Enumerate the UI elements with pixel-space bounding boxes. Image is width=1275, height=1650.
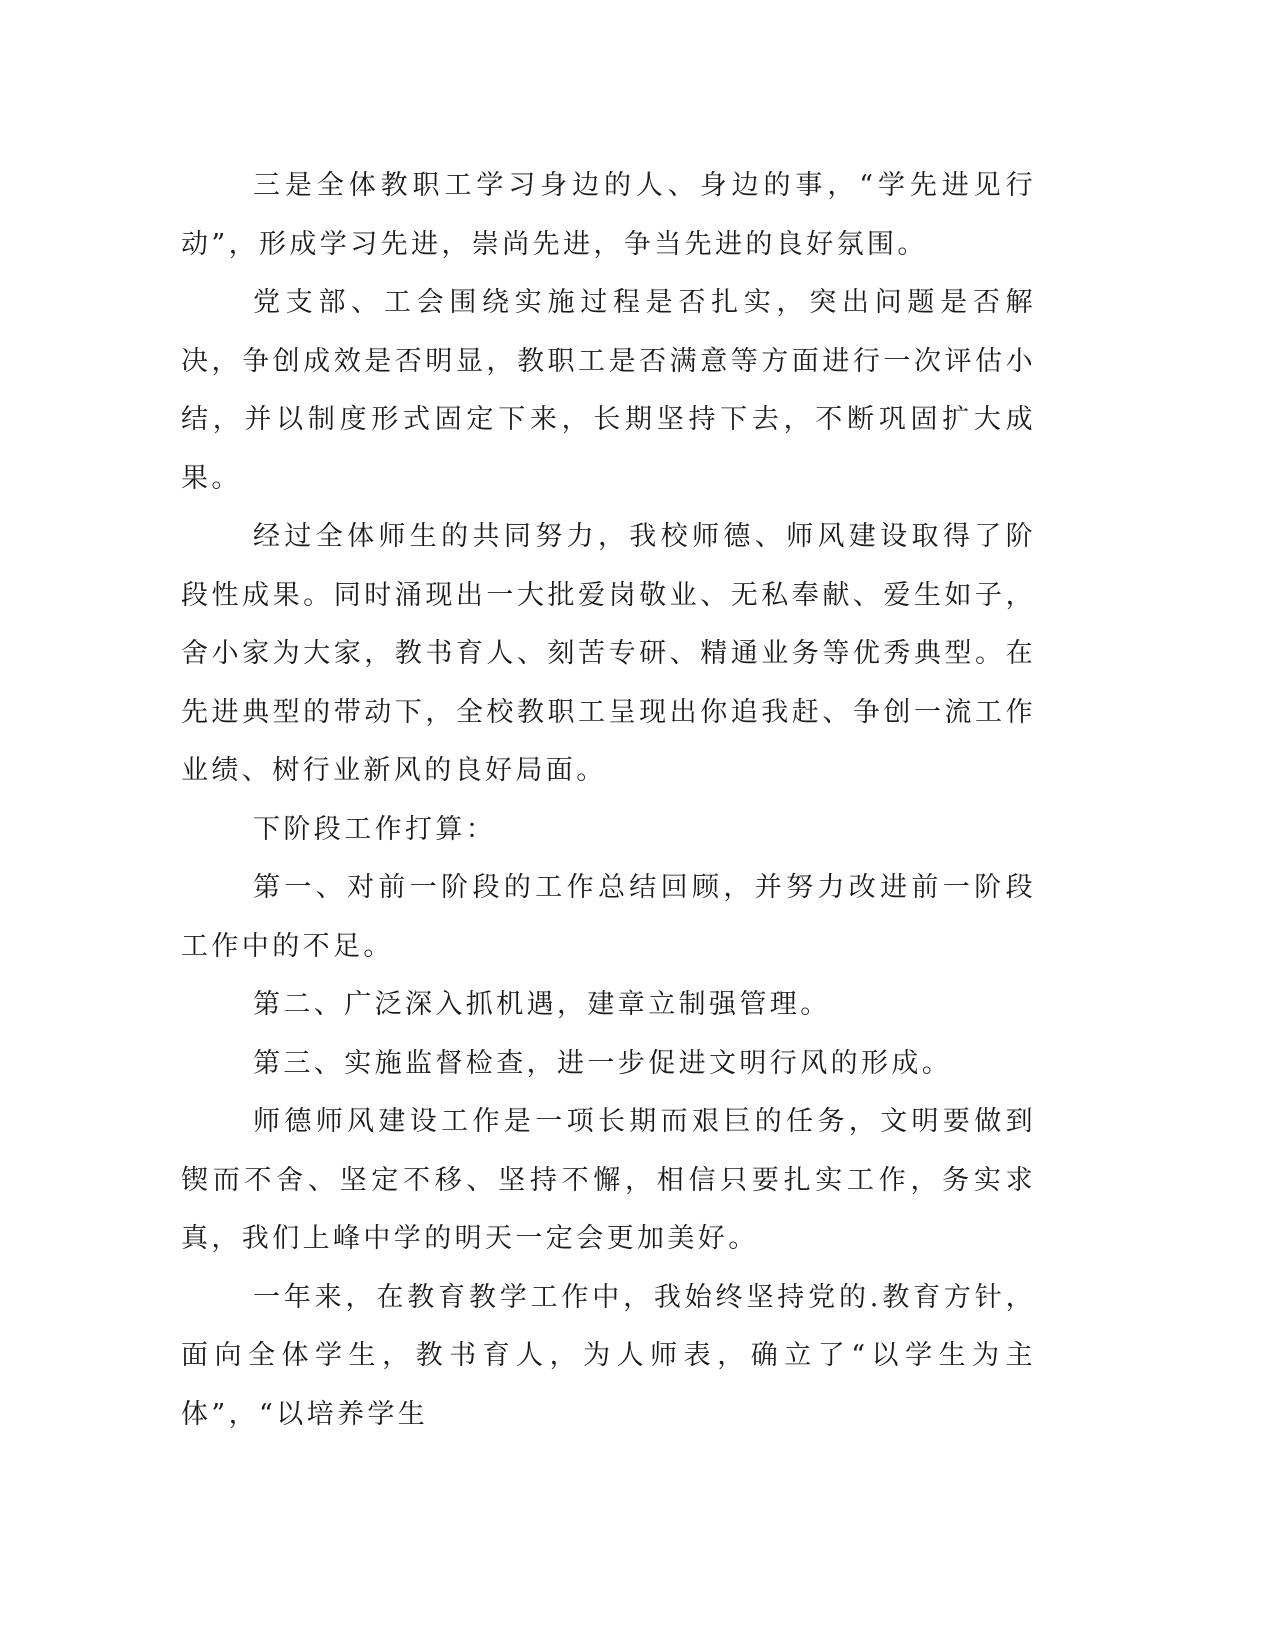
paragraph-7: 第三、实施监督检查，进一步促进文明行风的形成。 (253, 1047, 953, 1079)
paragraph-9: 一年来，在教育教学工作中，我始终坚持党的.教育方针，面向全体学生，教书育人，为人师表，确立了“以学生为主体”，“以培养学生 (181, 1281, 1036, 1430)
paragraph-1: 三是全体教职工学习身边的人、身边的事，“学先进见行动”，形成学习先进，崇尚先进，争当先进的良好氛围。 (181, 170, 1036, 260)
paragraph-8: 师德师风建设工作是一项长期而艰巨的任务，文明要做到锲而不舍、坚定不移、坚持不懈，相信只要扎实工作，务实求真，我们上峰中学的明天一定会更加美好。 (181, 1106, 1036, 1254)
paragraph-3: 经过全体师生的共同努力，我校师德、师风建设取得了阶段性成果。同时涌现出一大批爱岗敬业、无私奉献、爱生如子，舍小家为大家，教书育人、刻苦专研、精通业务等优秀典型。在先进典型的带动下，全校教职工呈现出你追我赶、争创一流工作业绩、树行业新风的良好局面。 (181, 521, 1036, 786)
paragraph-2: 党支部、工会围绕实施过程是否扎实，突出问题是否解决，争创成效是否明显，教职工是否满意等方面进行一次评估小结，并以制度形式固定下来，长期坚持下去，不断巩固扩大成果。 (181, 287, 1036, 494)
document-body (181, 157, 1036, 1444)
paragraph-5: 第一、对前一阶段的工作总结回顾，并努力改进前一阶段工作中的不足。 (181, 872, 1036, 962)
paragraph-6: 第二、广泛深入抓机遇，建章立制强管理。 (253, 989, 831, 1020)
paragraph-4: 下阶段工作打算： (253, 813, 497, 845)
